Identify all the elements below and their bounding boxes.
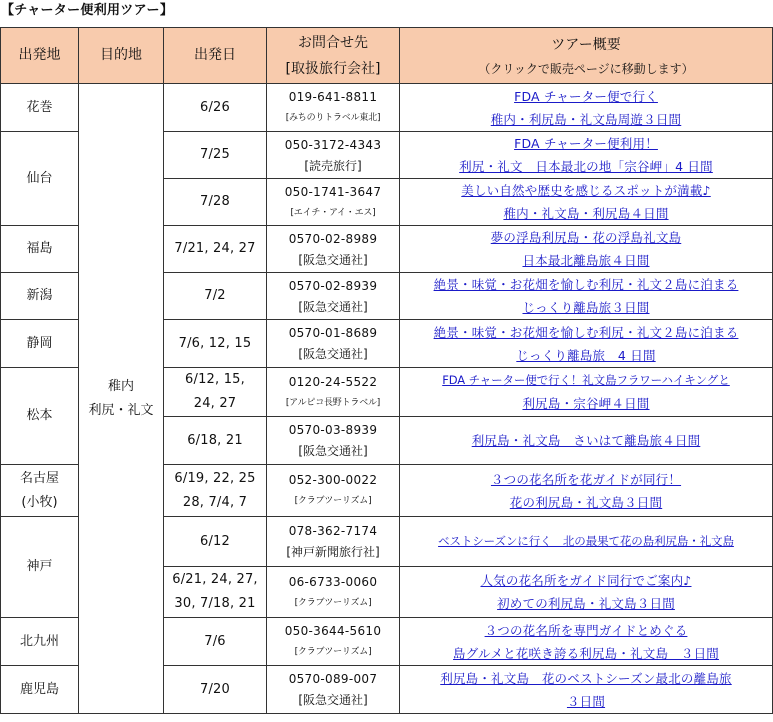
tour-link[interactable]: 島グルメと花咲き誇る利尻島・礼文島 ３日間 (453, 645, 719, 661)
tour-overview-cell (400, 320, 773, 368)
header-overview-sub: （クリックで販売ページに移動します） (478, 61, 694, 76)
travel-agency: [阪急交通社] (298, 347, 368, 361)
contact-cell (267, 179, 400, 226)
travel-agency: [みちのりトラベル東北] (285, 113, 381, 123)
travel-agency: [阪急交通社] (298, 444, 368, 458)
tour-overview-cell (400, 465, 773, 517)
travel-agency: [エイチ・アイ・エス] (290, 207, 376, 218)
table-row (1, 84, 773, 132)
header-overview (400, 28, 773, 84)
travel-agency: [クラブツーリズム] (294, 647, 372, 657)
tour-link[interactable]: 稚内・利尻島・礼文島周遊３日間 (490, 111, 682, 127)
departure-date: 7/25 (200, 147, 230, 162)
departure-date: 7/28 (200, 194, 230, 209)
contact-cell (267, 320, 400, 368)
departure-date-cell (164, 273, 267, 320)
travel-agency: [読売旅行] (304, 158, 362, 173)
phone-number: 0570-03-8939 (288, 423, 378, 437)
departure-date-cell (164, 666, 267, 714)
departure-date-cell (164, 517, 267, 567)
tour-link[interactable]: 稚内・礼文島・利尻島４日間 (503, 206, 669, 221)
departure-cell (1, 132, 79, 226)
departure-text: 鹿児島 (19, 681, 59, 697)
travel-agency: [クラブツーリズム] (294, 597, 372, 608)
travel-agency: [阪急交通社] (298, 299, 368, 314)
charter-tour-table (0, 27, 773, 714)
tour-overview-cell (400, 368, 773, 417)
header-contact-sub: [取扱旅行会社] (285, 60, 381, 77)
header-contact (267, 28, 400, 84)
departure-cell (1, 517, 79, 618)
tour-link[interactable]: 日本最北離島旅４日間 (522, 253, 650, 268)
departure-cell (1, 666, 79, 714)
phone-number: 0120-24-5522 (288, 374, 378, 389)
departure-date: 28, 7/4, 7 (182, 494, 248, 510)
tour-overview-cell (400, 179, 773, 226)
tour-link[interactable]: 利尻島・宗谷岬４日間 (522, 396, 650, 411)
contact-cell (267, 517, 400, 567)
phone-number: 0570-02-8939 (288, 278, 378, 293)
tour-link[interactable]: ３つの花名所を花ガイドが同行！ (490, 471, 682, 487)
header-row (1, 28, 773, 84)
departure-date: 6/12 (200, 533, 230, 549)
departure-date: 6/12, 15, (185, 372, 245, 387)
phone-number: 050-3644-5610 (284, 624, 382, 638)
tour-link[interactable]: じっくり離島旅３日間 (522, 300, 650, 315)
departure-date: 6/26 (200, 99, 230, 115)
tour-overview-cell (400, 84, 773, 132)
phone-number: 050-3172-4343 (284, 137, 382, 152)
tour-overview-cell (400, 226, 773, 273)
departure-text: 新潟 (26, 288, 53, 303)
contact-cell (267, 567, 400, 618)
contact-cell (267, 618, 400, 666)
header-overview-title: ツアー概要 (551, 36, 621, 53)
departure-text: 名古屋 (19, 470, 59, 486)
contact-cell (267, 132, 400, 179)
tour-overview-cell (400, 273, 773, 320)
departure-cell (1, 320, 79, 368)
departure-date: 7/21, 24, 27 (174, 241, 256, 256)
tour-link[interactable]: ベストシーズンに行く 北の最果て花の島利尻島・礼文島 (438, 534, 734, 548)
destination-text: 稚内 (107, 378, 134, 394)
tour-link[interactable]: ３日間 (566, 693, 606, 709)
contact-cell (267, 273, 400, 320)
contact-cell (267, 465, 400, 517)
departure-cell (1, 226, 79, 273)
travel-agency: [クラブツーリズム] (294, 496, 372, 506)
phone-number: 078-362-7174 (288, 524, 378, 538)
travel-agency: [阪急交通社] (298, 252, 368, 267)
phone-number: 050-1741-3647 (284, 184, 382, 199)
tour-link[interactable]: 利尻島・礼文島 花のベストシーズン最北の離島旅 (440, 670, 732, 686)
tour-link[interactable]: 初めての利尻島・礼文島３日間 (497, 596, 675, 611)
departure-date-cell (164, 417, 267, 465)
header-contact-title: お問合せ先 (298, 34, 368, 51)
phone-number: 019-641-8811 (288, 90, 378, 104)
departure-cell (1, 618, 79, 666)
departure-date-cell (164, 132, 267, 179)
tour-link[interactable]: ３つの花名所を専門ガイドとめぐる (484, 622, 688, 638)
departure-text: 福島 (26, 241, 53, 256)
tour-overview-cell (400, 618, 773, 666)
departure-date: 30, 7/18, 21 (174, 596, 256, 611)
tour-link[interactable]: 夢の浮島利尻島・花の浮島礼文島 (490, 230, 682, 245)
phone-number: 0570-01-8689 (288, 326, 378, 340)
travel-agency: [アルピコ長野トラベル] (285, 397, 381, 408)
departure-text: 北九州 (19, 633, 59, 649)
contact-cell (267, 666, 400, 714)
phone-number: 06-6733-0060 (288, 574, 378, 589)
departure-text: 花巻 (26, 99, 53, 115)
departure-text: 松本 (26, 408, 53, 423)
departure-date: 6/19, 22, 25 (174, 470, 256, 486)
travel-agency: [阪急交通社] (298, 693, 368, 707)
tour-link[interactable]: じっくり離島旅 4 日間 (516, 347, 656, 363)
destination-cell (79, 84, 164, 714)
tour-link[interactable]: 絶景・味覚・お花畑を愉しむ利尻・礼文２島に泊まる (433, 277, 739, 292)
phone-number: 0570-02-8989 (288, 231, 378, 246)
tour-overview-cell (400, 517, 773, 567)
departure-text: 仙台 (26, 170, 53, 186)
departure-date: 24, 27 (193, 396, 237, 411)
tour-link[interactable]: 美しい自然や歴史を感じるスポットが満載♪ (461, 183, 711, 198)
departure-date-cell (164, 618, 267, 666)
tour-overview-cell (400, 417, 773, 465)
departure-text: (小牧) (21, 494, 58, 510)
departure-date: 6/21, 24, 27, (172, 572, 258, 587)
header-destination: 目的地 (79, 28, 164, 84)
departure-cell (1, 273, 79, 320)
departure-date: 7/2 (204, 288, 226, 303)
header-departure: 出発地 (1, 28, 79, 84)
tour-link[interactable]: 利尻・礼文 日本最北の地「宗谷岬」4 日間 (459, 159, 713, 174)
departure-date: 7/6, 12, 15 (178, 335, 252, 351)
tour-overview-cell (400, 567, 773, 618)
departure-date-cell (164, 320, 267, 368)
tour-link[interactable]: FDA チャーター便で行く (514, 88, 658, 104)
tour-link[interactable]: 利尻島・礼文島 さいはて離島旅４日間 (471, 433, 701, 448)
departure-date-cell (164, 567, 267, 618)
tour-link[interactable]: FDA チャーター便で行く！礼文島フラワーハイキングと (442, 373, 730, 387)
header-date: 出発日 (164, 28, 267, 84)
contact-cell (267, 84, 400, 132)
departure-cell (1, 368, 79, 465)
tour-link[interactable]: FDA チャーター便利用！ (514, 136, 658, 151)
tour-link[interactable]: 人気の花名所をガイド同行でご案内♪ (480, 573, 692, 588)
departure-date: 7/6 (204, 633, 226, 649)
tour-overview-cell (400, 132, 773, 179)
departure-text: 神戸 (26, 559, 53, 574)
departure-date-cell (164, 84, 267, 132)
travel-agency: [神戸新聞旅行社] (286, 545, 380, 559)
tour-overview-cell (400, 666, 773, 714)
departure-cell (1, 84, 79, 132)
contact-cell (267, 226, 400, 273)
departure-date-cell (164, 226, 267, 273)
departure-cell (1, 465, 79, 517)
departure-date: 7/20 (200, 681, 230, 697)
destination-text: 利尻・礼文 (88, 402, 154, 418)
contact-cell (267, 368, 400, 417)
contact-cell (267, 417, 400, 465)
departure-date: 6/18, 21 (187, 432, 243, 448)
departure-date-cell (164, 179, 267, 226)
departure-date-cell (164, 368, 267, 417)
departure-date-cell (164, 465, 267, 517)
phone-number: 0570-089-007 (288, 672, 378, 686)
table-caption: 【チャーター便利用ツアー】 (1, 3, 174, 18)
tour-link[interactable]: 絶景・味覚・お花畑を愉しむ利尻・礼文２島に泊まる (433, 324, 739, 340)
phone-number: 052-300-0022 (288, 473, 378, 487)
tour-link[interactable]: 花の利尻島・礼文島３日間 (509, 494, 663, 510)
departure-text: 静岡 (26, 335, 53, 351)
